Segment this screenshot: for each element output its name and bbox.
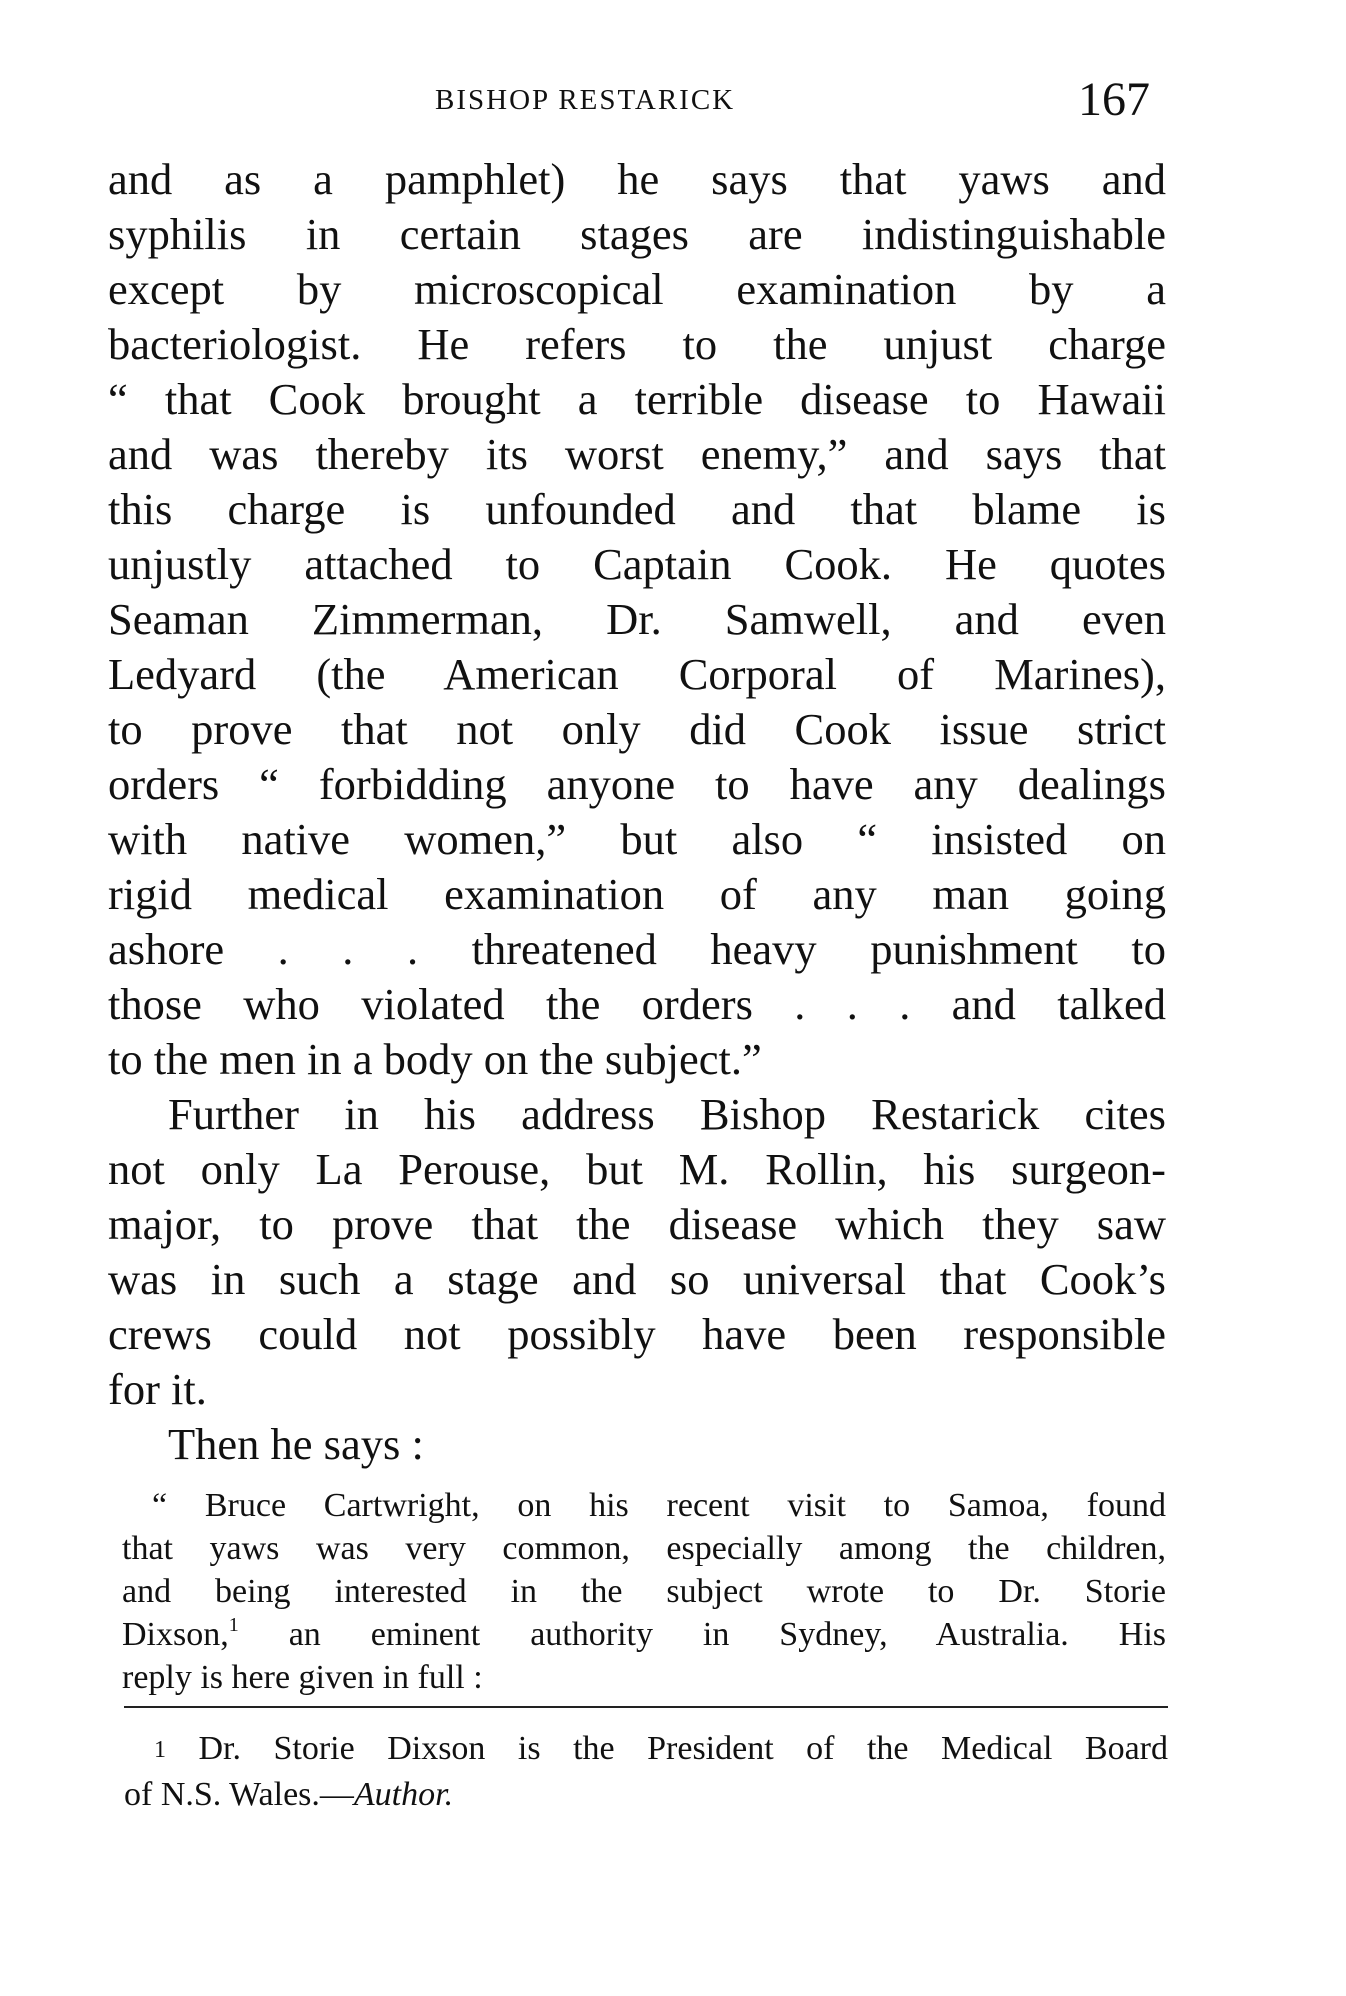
footnote-reference: 1 [228, 1614, 239, 1636]
quote-line [122, 1613, 1166, 1656]
text-line: Ledyard (the American Corporal of Marines), [108, 649, 1166, 699]
text-line: syphilis in certain stages are indistinguishable [108, 209, 1166, 259]
footnote-rule [124, 1706, 1168, 1708]
text-line: for it. [108, 1364, 207, 1414]
running-head [110, 73, 1150, 138]
text-line: ashore . . . threatened heavy punishment to [108, 924, 1166, 974]
body-text [108, 152, 1166, 1472]
paragraph-start-line: Then he says : [168, 1419, 424, 1469]
footnote-number: 1 [154, 1737, 166, 1763]
footnote-text: of N.S. Wales.— [124, 1776, 354, 1813]
text-line: not only La Perouse, but M. Rollin, his surgeon- [108, 1144, 1166, 1194]
quote-line: “ Bruce Cartwright, on his recent visit to Samoa, found [152, 1487, 1166, 1524]
footnote-attribution: Author. [353, 1776, 454, 1813]
text-line: Seaman Zimmerman, Dr. Samwell, and even [108, 594, 1166, 644]
paragraph-start-line: Further in his address Bishop Restarick cites [168, 1089, 1166, 1139]
text-line: and as a pamphlet) he says that yaws and [108, 154, 1166, 204]
footnote-line [124, 1726, 1168, 1772]
text-line: with native women,” but also “ insisted on [108, 814, 1166, 864]
footnote-text: Dr. Storie Dixson is the President of the Medical Board [166, 1730, 1168, 1767]
text-line: “ that Cook brought a terrible disease to Hawaii [108, 374, 1166, 424]
text-line: this charge is unfounded and that blame is [108, 484, 1166, 534]
footnote-line [124, 1772, 1168, 1818]
text-line: orders “ forbidding anyone to have any dealings [108, 759, 1166, 809]
text-line: bacteriologist. He refers to the unjust charge [108, 319, 1166, 369]
quote-line: reply is here given in full : [122, 1659, 483, 1696]
quote-text: an eminent authority in Sydney, Australia. His [238, 1616, 1166, 1653]
text-line: except by microscopical examination by a [108, 264, 1166, 314]
text-line: unjustly attached to Captain Cook. He quotes [108, 539, 1166, 589]
text-line: crews could not possibly have been responsible [108, 1309, 1166, 1359]
quote-line: that yaws was very common, especially among the children, [122, 1530, 1166, 1567]
text-line: was in such a stage and so universal that Cook’s [108, 1254, 1166, 1304]
text-line: and was thereby its worst enemy,” and says that [108, 429, 1166, 479]
text-line: to the men in a body on the subject.” [108, 1034, 762, 1084]
quote-text: Dixson, [122, 1616, 229, 1653]
footnote [124, 1726, 1168, 1818]
block-quote [122, 1484, 1166, 1699]
text-line: to prove that not only did Cook issue strict [108, 704, 1166, 754]
text-line: rigid medical examination of any man going [108, 869, 1166, 919]
text-line: those who violated the orders . . . and talked [108, 979, 1166, 1029]
running-title: BISHOP RESTARICK [435, 84, 736, 116]
quote-line: and being interested in the subject wrote to Dr. Storie [122, 1573, 1166, 1610]
text-line: major, to prove that the disease which they saw [108, 1199, 1166, 1249]
page-number: 167 [1078, 73, 1150, 126]
